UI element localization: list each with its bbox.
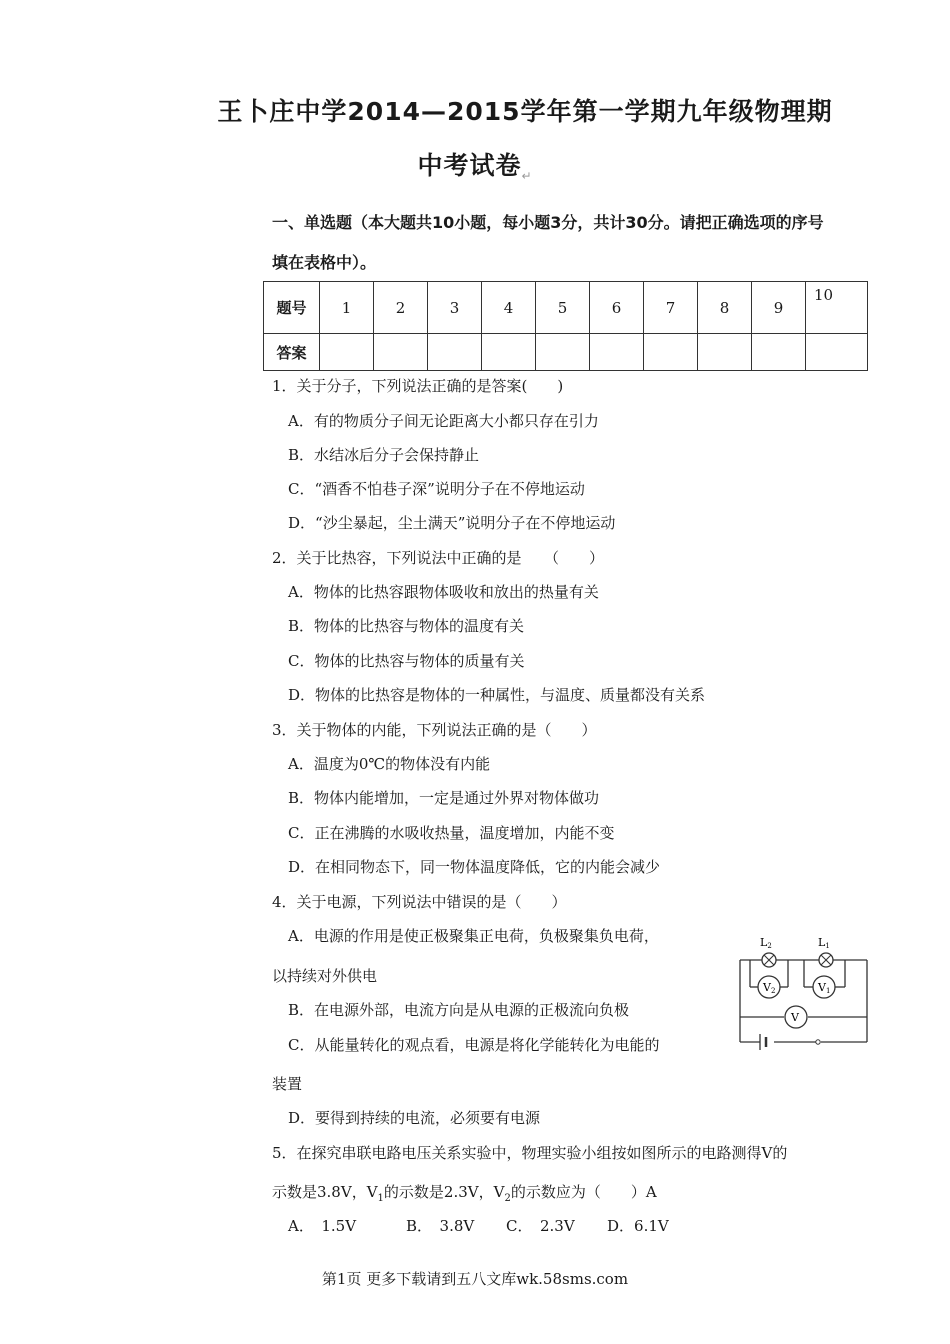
question-3-option-d: D．在相同物态下，同一物体温度降低，它的内能会减少 (288, 858, 661, 876)
question-5-option-a: A． 1.5V (288, 1217, 357, 1235)
question-3-option-a: A．温度为0℃的物体没有内能 (288, 755, 491, 773)
table-cell-number: 1 (320, 282, 374, 334)
answer-cell[interactable] (536, 334, 590, 371)
question-4-option-a: A．电源的作用是使正极聚集正电荷，负极聚集负电荷， (288, 927, 659, 945)
svg-text:V: V (791, 1011, 799, 1024)
answer-cell[interactable] (590, 334, 644, 371)
question-1-option-c: C．“酒香不怕巷子深”说明分子在不停地运动 (288, 480, 585, 498)
question-3-option-c: C．正在沸腾的水吸收热量，温度增加，内能不变 (288, 824, 615, 842)
q5-text-a: 示数是3.8V，V (272, 1183, 378, 1201)
answer-cell[interactable] (428, 334, 482, 371)
question-5-stem: 5．在探究串联电路电压关系实验中，物理实验小组按如图所示的电路测得V的 (272, 1144, 788, 1162)
answer-cell[interactable] (482, 334, 536, 371)
question-4-option-b: B．在电源外部，电流方向是从电源的正极流向负极 (288, 1001, 630, 1019)
lamp-l1 (819, 953, 833, 967)
voltmeter-v (785, 1006, 807, 1028)
lamp-l2-label: L2 (760, 936, 772, 950)
answer-cell[interactable] (698, 334, 752, 371)
lamp-l2 (762, 953, 776, 967)
question-5-option-d: D．6.1V (607, 1217, 669, 1235)
question-1-option-a: A．有的物质分子间无论距离大小都只存在引力 (288, 412, 599, 430)
question-4-option-a-cont: 以持续对外供电 (272, 967, 378, 985)
page-title-line1: 王卜庄中学2014—2015学年第一学期九年级物理期 (217, 97, 833, 126)
page-footer: 第1页 更多下载请到五八文库wk.58sms.com (321, 1270, 629, 1288)
battery-icon (760, 1034, 766, 1050)
circuit-diagram (722, 930, 872, 1056)
page-title-line2-text: 中考试卷 (417, 151, 522, 180)
table-cell-number: 7 (644, 282, 698, 334)
answer-cell[interactable] (752, 334, 806, 371)
q5-text-b: 的示数是2.3V，V (383, 1183, 505, 1201)
question-1-option-b: B．水结冰后分子会保持静止 (288, 446, 480, 464)
question-5-stem-cont (272, 1181, 657, 1204)
question-2-option-d: D．物体的比热容是物体的一种属性，与温度、质量都没有关系 (288, 686, 706, 704)
section-heading-cont: 填在表格中）。 (272, 253, 377, 272)
svg-text:V1: V1 (818, 981, 831, 995)
table-header-answer: 答案 (264, 334, 320, 371)
question-4-stem: 4．关于电源，下列说法中错误的是（ ） (272, 893, 567, 911)
question-2-option-a: A．物体的比热容跟物体吸收和放出的热量有关 (288, 583, 599, 601)
table-cell-number: 9 (752, 282, 806, 334)
answer-cell[interactable] (374, 334, 428, 371)
voltmeter-v2 (758, 976, 780, 998)
question-4-option-c: C．从能量转化的观点看，电源是将化学能转化为电能的 (288, 1036, 660, 1054)
question-1-option-d: D．“沙尘暴起，尘土满天”说明分子在不停地运动 (288, 514, 616, 532)
table-cell-number: 6 (590, 282, 644, 334)
question-3-stem: 3．关于物体的内能，下列说法正确的是（ ） (272, 721, 597, 739)
question-5-option-c: C． 2.3V (506, 1217, 575, 1235)
voltmeter-v1 (813, 976, 835, 998)
switch-icon (816, 1040, 820, 1044)
question-1-stem: 1．关于分子，下列说法正确的是答案( ) (272, 377, 564, 395)
return-mark-icon: ↵ (521, 169, 533, 183)
section-heading: 一、单选题（本大题共10小题，每小题3分，共计30分。请把正确选项的序号 (272, 213, 824, 232)
table-row (264, 334, 868, 371)
answer-cell[interactable] (320, 334, 374, 371)
question-4-option-c-cont: 装置 (272, 1075, 303, 1093)
table-cell-number: 3 (428, 282, 482, 334)
question-5-option-b: B． 3.8V (406, 1217, 475, 1235)
table-cell-number: 4 (482, 282, 536, 334)
q5-sub1: 1 (377, 1193, 384, 1204)
answer-cell[interactable] (644, 334, 698, 371)
table-cell-number: 5 (536, 282, 590, 334)
question-3-option-b: B．物体内能增加，一定是通过外界对物体做功 (288, 789, 600, 807)
q5-sub2: 2 (504, 1193, 511, 1204)
question-2-option-c: C．物体的比热容与物体的质量有关 (288, 652, 525, 670)
answer-table (263, 281, 868, 371)
svg-text:V2: V2 (763, 981, 776, 995)
q5-text-c: 的示数应为（ ）A (510, 1183, 657, 1201)
answer-cell[interactable] (806, 334, 868, 371)
question-4-option-d: D．要得到持续的电流，必须要有电源 (288, 1109, 541, 1127)
table-cell-number: 2 (374, 282, 428, 334)
table-header-number: 题号 (264, 282, 320, 334)
question-2-option-b: B．物体的比热容与物体的温度有关 (288, 617, 525, 635)
table-cell-number: 10 (806, 282, 868, 334)
question-2-stem: 2．关于比热容，下列说法中正确的是 （ ） (272, 549, 605, 567)
table-row (264, 282, 868, 334)
page-title-line2 (0, 146, 950, 183)
lamp-l1-label: L1 (818, 936, 830, 950)
table-cell-number: 8 (698, 282, 752, 334)
